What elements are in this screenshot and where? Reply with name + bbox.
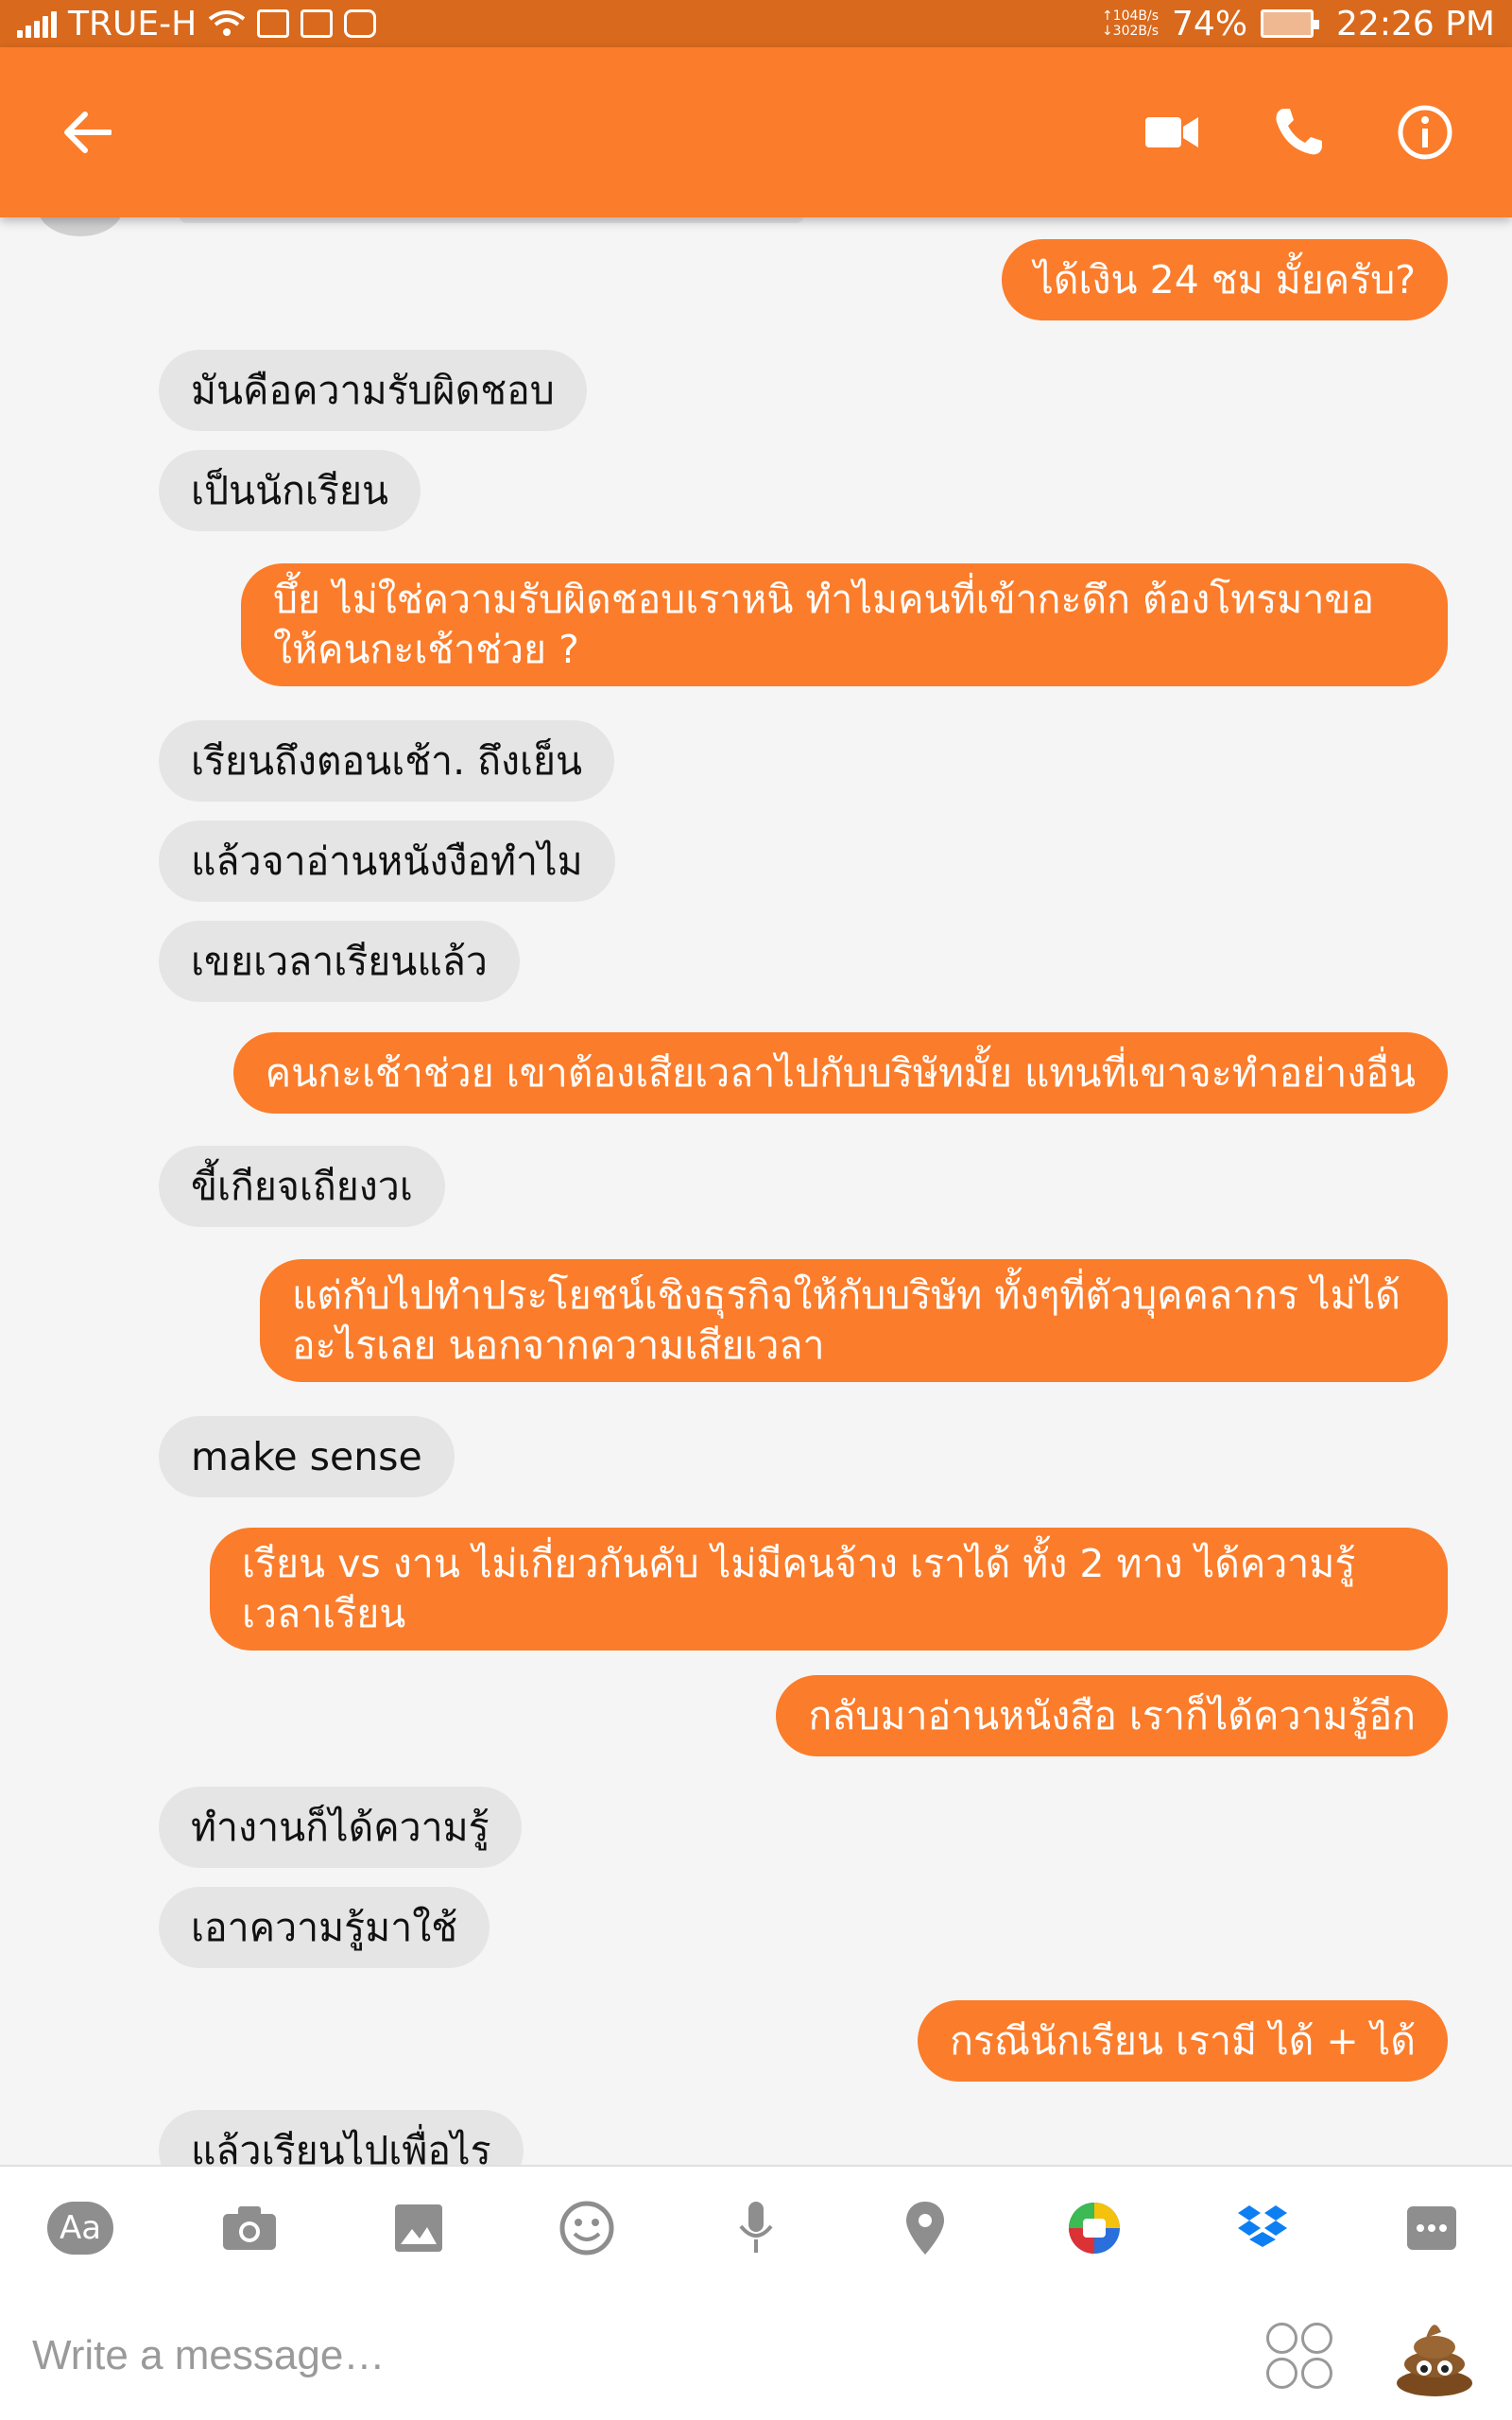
dropbox-icon[interactable] [1220, 2186, 1305, 2271]
poop-emoji-icon[interactable] [1389, 2310, 1480, 2401]
message-bubble-incoming[interactable]: make sense [159, 1416, 455, 1497]
phone-icon[interactable] [1268, 102, 1329, 163]
message-bubble-incoming[interactable]: ทำงานก็ได้ความรู้ [159, 1787, 522, 1868]
message-bubble-incoming[interactable]: เขยเวลาเรียนแล้ว [159, 921, 520, 1002]
game-icon[interactable] [1052, 2186, 1137, 2271]
message-bubble-incoming[interactable]: แล้วจาอ่านหนังงือทำไม [159, 821, 615, 902]
message-bubble-outgoing[interactable]: กรณีนักเรียน เรามี ได้ + ได้ [918, 2000, 1448, 2082]
message-bubble-partial [180, 217, 803, 223]
more-icon[interactable] [1389, 2186, 1474, 2271]
message-bubble-incoming[interactable]: เรียนถึงตอนเช้า. ถึงเย็น [159, 720, 614, 802]
notification-icon [257, 9, 289, 38]
message-bubble-incoming[interactable]: แล้วเรียนไปเพื่อไร [159, 2110, 524, 2165]
video-call-icon[interactable] [1142, 102, 1202, 163]
wifi-icon [208, 9, 246, 38]
message-bubble-outgoing[interactable]: กลับมาอ่านหนังสือ เราก็ได้ความรู้อีก [776, 1675, 1448, 1756]
message-bubble-incoming[interactable]: ขี้เกียจเถียงวเ [159, 1146, 445, 1227]
message-bubble-incoming[interactable]: เอาความรู้มาใช้ [159, 1887, 490, 1968]
message-bubble-outgoing[interactable]: ได้เงิน 24 ชม มั้ยครับ? [1002, 239, 1448, 320]
camera-icon[interactable] [207, 2186, 292, 2271]
message-list[interactable] [0, 217, 1512, 2165]
message-bubble-outgoing[interactable]: แต่กับไปทำประโยชน์เชิงธุรกิจให้กับบริษัท ทั้งๆที่ตัวบุคคลากร ไม่ได้อะไรเลย นอกจากความเสียเวลา [260, 1259, 1448, 1382]
battery-icon [1261, 9, 1314, 38]
signal-icon [17, 9, 57, 38]
carrier-label: TRUE-H [68, 4, 198, 43]
text-format-button[interactable] [38, 2186, 123, 2271]
clock: 22:26 PM [1336, 4, 1495, 43]
stickers-icon[interactable] [1266, 2323, 1332, 2389]
conversation-header [0, 47, 1512, 217]
info-icon[interactable] [1395, 102, 1455, 163]
message-composer [0, 2165, 1512, 2420]
arrow-left-icon[interactable] [57, 102, 117, 163]
microphone-icon[interactable] [713, 2186, 799, 2271]
gallery-icon [301, 9, 333, 38]
status-bar [0, 0, 1512, 47]
message-bubble-incoming[interactable]: เป็นนักเรียน [159, 450, 421, 531]
aa-icon: Aa [47, 2202, 113, 2255]
message-input[interactable] [32, 2332, 1266, 2379]
network-speed: ↑104B/s ↓302B/s [1101, 9, 1160, 39]
message-bubble-outgoing[interactable]: บึ้ย ไม่ใช่ความรับผิดชอบเราหนิ ทำไมคนที่เข้ากะดึก ต้องโทรมาขอให้คนกะเช้าช่วย ? [241, 563, 1448, 686]
smiley-icon[interactable] [544, 2186, 629, 2271]
message-bubble-outgoing[interactable]: เรียน vs งาน ไม่เกี่ยวกันคับ ไม่มีคนจ้าง เราได้ ทั้ง 2 ทาง ได้ความรู้เวลาเรียน [210, 1528, 1448, 1651]
location-pin-icon[interactable] [883, 2186, 968, 2271]
battery-percent: 74% [1172, 4, 1248, 43]
composer-toolbar [0, 2167, 1512, 2290]
instagram-icon [344, 9, 376, 38]
message-bubble-incoming[interactable]: มันคือความรับผิดชอบ [159, 350, 587, 431]
composer-input-row [0, 2290, 1512, 2420]
message-bubble-outgoing[interactable]: คนกะเช้าช่วย เขาต้องเสียเวลาไปกับบริษัทมั้ย แทนที่เขาจะทำอย่างอื่น [233, 1032, 1448, 1114]
image-icon[interactable] [376, 2186, 461, 2271]
avatar [38, 217, 123, 236]
